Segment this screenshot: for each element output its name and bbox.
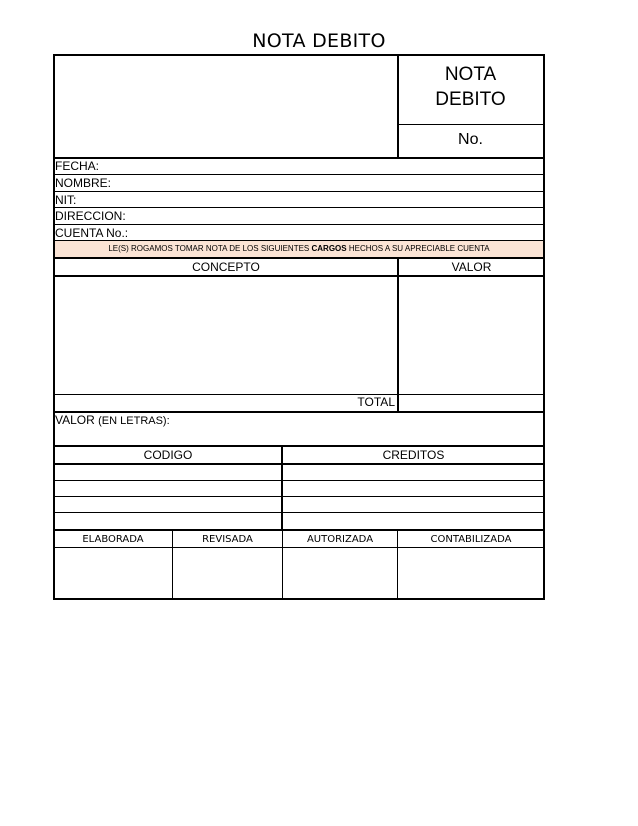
direccion-field: DIRECCION: (55, 209, 126, 223)
accounting-row-line (54, 480, 544, 481)
cuenta-field: CUENTA No.: (55, 226, 129, 240)
notice-banner (55, 241, 543, 257)
accounting-row-line (54, 496, 544, 497)
banner-text-after: HECHOS A SU APRECIABLE CUENTA (346, 244, 490, 253)
table-column-divider (398, 258, 399, 411)
box-title-line2: DEBITO (435, 89, 506, 110)
nota-debito-box (398, 56, 543, 112)
divider (54, 207, 544, 208)
banner-bottom-line (54, 257, 544, 259)
codigo-column-divider (282, 446, 283, 530)
nombre-field: NOMBRE: (55, 176, 112, 190)
banner-text-before: LE(S) ROGAMOS TOMAR NOTA DE LOS SIGUIENTES (108, 244, 312, 253)
autorizada-label: AUTORIZADA (306, 534, 374, 545)
nit-field: NIT: (55, 193, 77, 207)
number-label: No. (458, 131, 483, 148)
header-bottom-line (54, 157, 544, 159)
number-divider (398, 124, 544, 125)
accounting-bottom-line (54, 529, 544, 531)
letras-bottom-line (54, 445, 544, 447)
page-title: NOTA DEBITO (252, 30, 386, 52)
accounting-row-line (54, 512, 544, 513)
banner-text-bold: CARGOS (311, 244, 347, 253)
contabilizada-label: CONTABILIZADA (430, 534, 512, 545)
divider (54, 191, 544, 192)
revisada-label: REVISADA (202, 534, 253, 545)
concepto-header: CONCEPTO (192, 260, 260, 274)
valor-letras-field (55, 413, 170, 427)
valor-letras-label: VALOR (55, 413, 95, 427)
valor-header: VALOR (451, 260, 492, 274)
signature-header-line (54, 547, 544, 548)
box-title-line1: NOTA (444, 64, 497, 85)
divider (54, 174, 544, 175)
fecha-field: FECHA: (55, 159, 100, 173)
total-label: TOTAL (357, 395, 395, 409)
table-header-line (54, 275, 544, 277)
elaborada-label: ELABORADA (82, 534, 144, 545)
codigo-header: CODIGO (143, 448, 193, 462)
valor-letras-suffix: (EN LETRAS): (98, 415, 170, 427)
creditos-header: CREDITOS (382, 448, 445, 462)
accounting-header-line (54, 463, 544, 465)
